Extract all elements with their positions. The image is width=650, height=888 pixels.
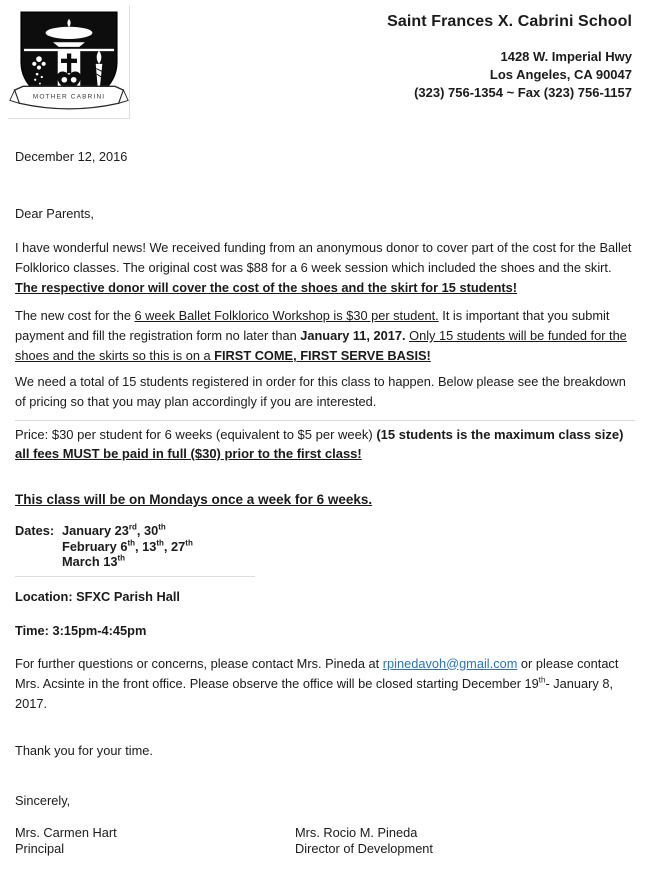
letterhead-text <box>387 5 632 102</box>
school-address <box>387 48 632 102</box>
signer-name: Mrs. Rocio M. Pineda <box>295 824 418 840</box>
deadline-date: January 11, 2017. <box>300 328 406 343</box>
workshop-cost-underline: 6 week Ballet Folklorico Workshop is $30 per student. <box>134 308 439 323</box>
email-link[interactable]: rpinedavoh@gmail.com <box>382 655 518 671</box>
schedule-heading: This class will be on Mondays once a week for 6 weeks. <box>15 492 373 507</box>
dates-block <box>15 523 635 570</box>
letter-body <box>0 147 650 857</box>
section-divider <box>15 420 635 421</box>
ordinal-sup: th <box>117 553 126 563</box>
school-name: Saint Frances X. Cabrini School <box>387 13 632 30</box>
ordinal-sup: th <box>127 538 135 548</box>
ordinal-sup: rd <box>128 522 137 532</box>
donor-covers-notice: The respective donor will cover the cost of the shoes and the skirt for 15 students! <box>15 280 518 295</box>
signer-title: Director of Development <box>295 840 433 856</box>
dates-label: Dates: <box>15 523 55 538</box>
price-text: Price: $30 per student for 6 weeks (equivalent to $5 per week) <box>15 427 377 442</box>
date-text: , 13 <box>135 538 157 554</box>
partial-divider <box>15 576 255 577</box>
signature-right <box>295 825 433 857</box>
first-come-notice: FIRST COME, FIRST SERVE BASIS! <box>214 348 431 363</box>
date-text: , 30 <box>136 523 159 538</box>
dates-line-february <box>62 539 193 555</box>
signature-left <box>15 825 295 857</box>
date-text: January 23 <box>62 523 129 538</box>
school-crest-icon <box>8 5 130 117</box>
crest-motto-text: MOTHER CABRINI <box>32 93 106 101</box>
ordinal-sup: th <box>156 538 164 548</box>
date-text: , 27 <box>163 538 186 554</box>
address-line2: Los Angeles, CA 90047 <box>489 67 632 82</box>
text-segment: I have wonderful news! We received funding from an anonymous donor to cover part of the cost for the Ballet Folklorico classes. The original cost was $88 for a 6 week session which included the shoes and the skirt. <box>15 240 632 275</box>
fees-due-notice: all fees MUST be paid in full ($30) prior to the first class! <box>15 445 362 461</box>
school-crest <box>8 5 130 119</box>
salutation: Dear Parents, <box>15 206 94 221</box>
dates-line-january <box>62 523 193 539</box>
max-class-size-notice: (15 students is the maximum class size) <box>376 427 624 442</box>
paragraph-new-cost <box>15 306 635 366</box>
ordinal-sup: th <box>158 522 166 532</box>
text-segment: It is important that you submit payment and fill the registration form no later than <box>15 308 610 343</box>
signer-name: Mrs. Carmen Hart <box>15 824 117 840</box>
closing-line: Sincerely, <box>15 792 71 808</box>
date-text: February 6 <box>62 538 128 554</box>
text-segment: or please contact Mrs. Acsinte in the front office. Please observe the office will be closed starting December 19 <box>15 655 619 691</box>
address-line1: 1428 W. Imperial Hwy <box>500 49 632 64</box>
text-segment: The new cost for the <box>15 308 135 323</box>
paragraph-funding-news <box>15 238 635 298</box>
letter-date: December 12, 2016 <box>15 149 128 164</box>
signer-title: Principal <box>15 840 65 856</box>
dates-line-march <box>62 554 193 570</box>
funded-students-underline: Only 15 students will be funded for the shoes and the skirts so this is on a <box>15 328 627 363</box>
ordinal-sup: th <box>185 538 193 548</box>
signature-row <box>15 825 635 857</box>
paragraph-registration-need: We need a total of 15 students registered in order for this class to happen. Below please see the breakdown of pricing so that you may plan accordingly if you are interested. <box>15 374 626 409</box>
letterhead <box>0 0 650 128</box>
text-segment: - January 8, 2017. <box>15 675 614 711</box>
paragraph-price <box>15 426 635 463</box>
dates-list <box>62 523 193 570</box>
phone-fax-line: (323) 756-1354 ~ Fax (323) 756-1157 <box>414 85 632 100</box>
text-segment: For further questions or concerns, please contact Mrs. Pineda at <box>15 655 383 671</box>
ordinal-sup: th <box>538 675 546 685</box>
paragraph-contact <box>15 654 635 714</box>
date-text: March 13 <box>62 554 118 569</box>
location-line: Location: SFXC Parish Hall <box>15 588 180 604</box>
time-line: Time: 3:15pm-4:45pm <box>15 622 147 638</box>
thanks-line: Thank you for your time. <box>15 742 153 758</box>
